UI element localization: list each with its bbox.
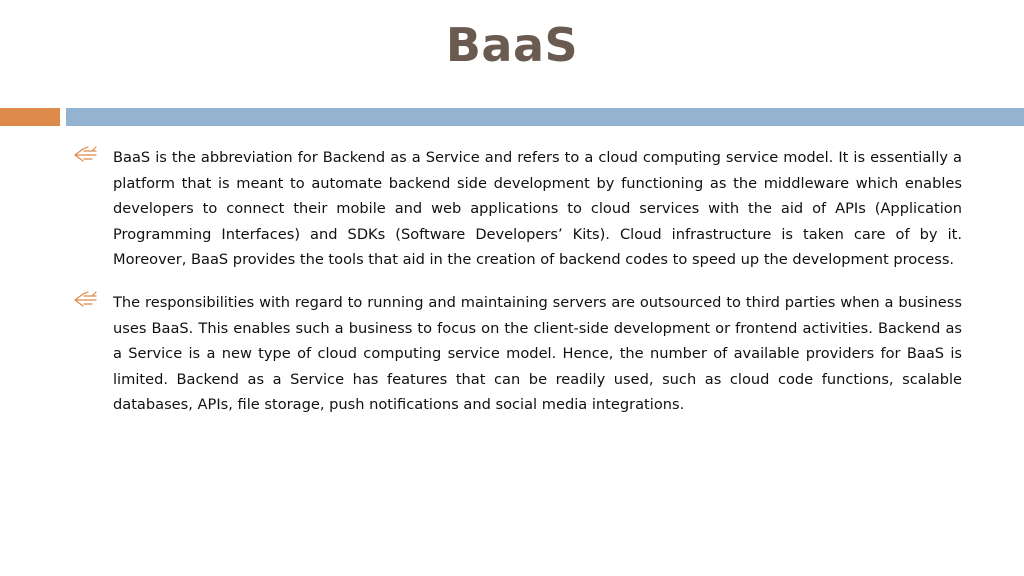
bullet-item [74,145,962,273]
pointing-hand-icon [74,145,113,164]
bullet-text: The responsibilities with regard to running and maintaining servers are outsourced to third parties when a business uses BaaS. This enables such a business to focus on the client-side development or frontend activities. Backend as a Service is a new type of cloud computing service model. Hence, the number of available providers for BaaS is limited. Backend as a Service has features that can be readily used, such as cloud code functions, scalable databases, APIs, file storage, push notifications and social media integrations. [113,293,962,414]
accent-bar-blue [66,108,1024,126]
slide-content [74,145,962,435]
bullet-text: BaaS is the abbreviation for Backend as a Service and refers to a cloud computing service model. It is essentially a platform that is meant to automate backend side development by functioning as the middleware which enables developers to connect their mobile and web applications to cloud services with the aid of APIs (Application Programming Interfaces) and SDKs (Software Developers’ Kits). Cloud infrastructure is taken care of by it. Moreover, BaaS provides the tools that aid in the creation of backend codes to speed up the development process. [113,149,962,269]
slide-title: BaaS [445,18,579,72]
pointing-hand-icon [74,290,113,309]
accent-bar-orange [0,108,60,126]
bullet-item [74,290,962,418]
